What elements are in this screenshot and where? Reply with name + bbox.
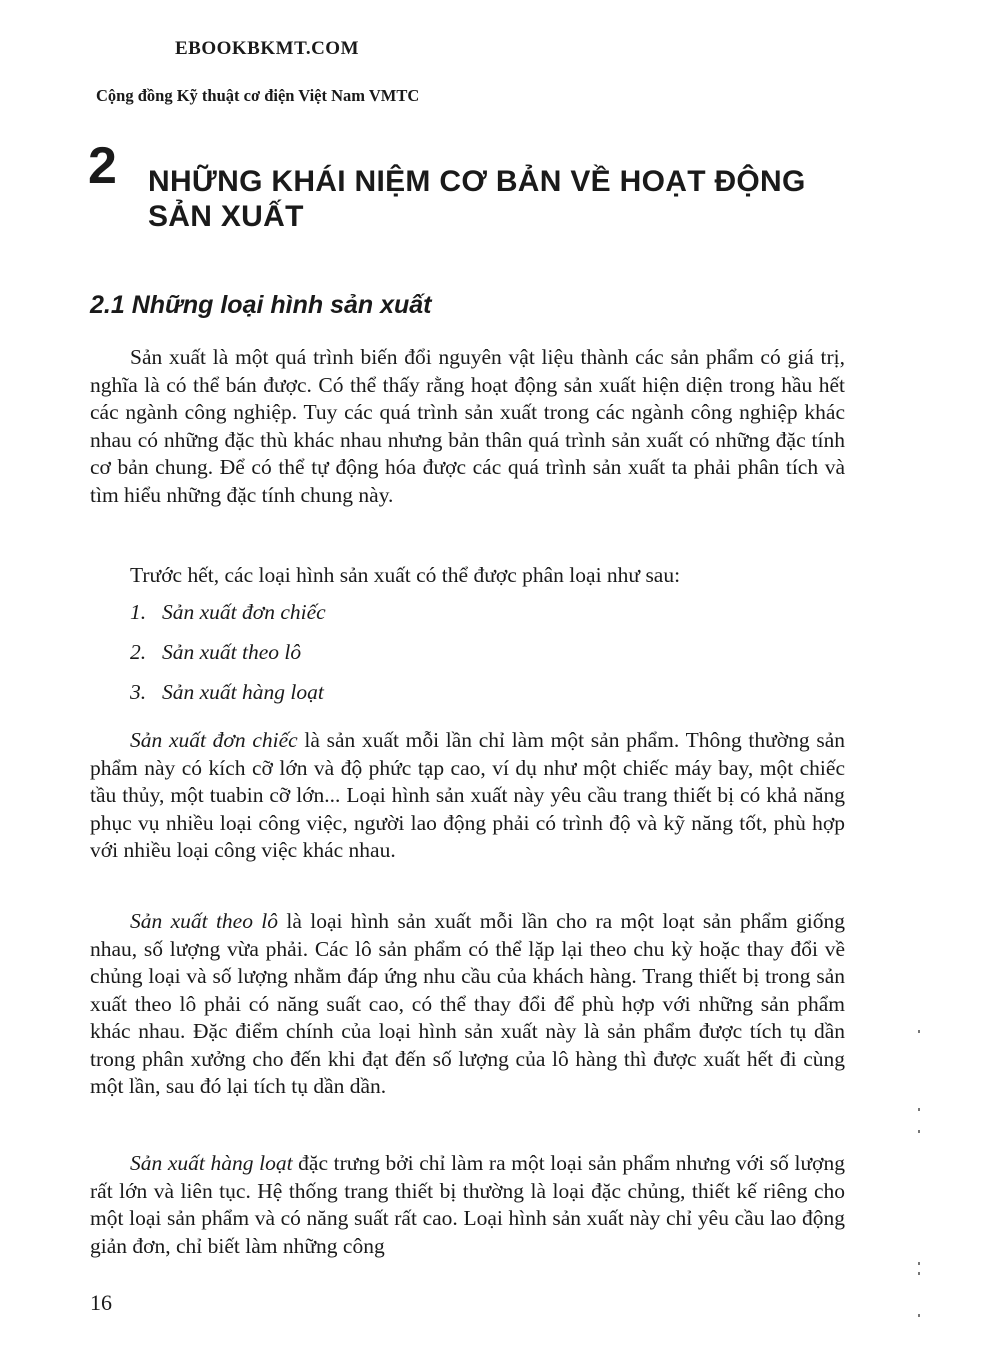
paragraph-single-production [90, 727, 845, 865]
paragraph-intro: Sản xuất là một quá trình biến đổi nguyên vật liệu thành các sản phẩm có giá trị, nghĩa là có thể bán được. Có thể thấy rằng hoạt động sản xuất hiện diện trong hầu hết các ngành công nghiệp. Tuy các quá trình sản xuất trong các ngành công nghiệp khác nhau có những đặc thù khác nhau nhưng bản thân quá trình sản xuất có những đặc tính cơ bản chung. Để có thể tự động hóa được các quá trình sản xuất ta phải phân tích và tìm hiểu những đặc tính chung này. [90, 345, 845, 507]
list-item [130, 636, 326, 676]
list-item-label: Sản xuất đơn chiếc [162, 600, 326, 624]
chapter-title: NHỮNG KHÁI NIỆM CƠ BẢN VỀ HOẠT ĐỘNG SẢN XUẤT [148, 165, 806, 233]
term-single-production: Sản xuất đơn chiếc [130, 728, 298, 752]
community-header: Cộng đồng Kỹ thuật cơ điện Việt Nam VMTC [96, 86, 420, 105]
term-mass-production: Sản xuất hàng loạt [130, 1151, 293, 1175]
paragraph-mass-production [90, 1150, 845, 1260]
list-item-number: 3. [130, 680, 147, 704]
production-type-list [130, 596, 326, 716]
paragraph-mass-production-text: đặc trưng bởi chỉ làm ra một loại sản phẩm nhưng với số lượng rất lớn và liên tục. Hệ thống trang thiết bị thường là loại đặc chủng, thiết kế riêng cho một loại sản phẩm và có năng suất rất cao. Loại hình sản xuất này chỉ yêu cầu lao động giản đơn, chỉ biết làm những công [90, 1151, 845, 1258]
scan-mark [918, 1108, 920, 1111]
scan-mark [918, 1030, 920, 1033]
list-item [130, 596, 326, 636]
paragraph-single-production-text: là sản xuất mỗi lần chỉ làm một sản phẩm. Thông thường sản phẩm này có kích cỡ lớn và độ phức tạp cao, ví dụ như một chiếc máy bay, một chiếc tầu thủy, một tuabin cỡ lớn... Loại hình sản xuất này yêu cầu trang thiết bị có khả năng phục vụ nhiều loại công việc, người lao động phải có trình độ và kỹ năng tốt, phù hợp với nhiều loại công việc khác nhau. [90, 728, 846, 862]
scan-mark [918, 1272, 920, 1275]
scan-mark [918, 1130, 920, 1133]
list-item-label: Sản xuất hàng loạt [162, 680, 324, 704]
paragraph-batch-production-text: là loại hình sản xuất mỗi lần cho ra một loạt sản phẩm giống nhau, số lượng vừa phải. Các lô sản phẩm có thể lặp lại theo chu kỳ hoặc thay đổi về chủng loại và số lượng nhằm đáp ứng nhu cầu của khách hàng. Trang thiết bị trong sản xuất theo lô phải có năng suất cao, có thể thay đổi để phù hợp với những sản phẩm khác nhau. Đặc điểm chính của loại hình sản xuất này là sản phẩm được tích tụ dần trong phân xưởng cho đến khi đạt đến số lượng của lô hàng thì được xuất hết đi cùng một lần, sau đó lại tích tụ dần dần. [90, 909, 845, 1098]
page-number: 16 [90, 1290, 112, 1315]
list-item [130, 676, 326, 716]
list-item-number: 1. [130, 600, 147, 624]
scan-mark [918, 1314, 920, 1317]
paragraph-classification: Trước hết, các loại hình sản xuất có thể được phân loại như sau: [130, 563, 681, 587]
paragraph-batch-production [90, 908, 845, 1101]
chapter-number: 2 [88, 137, 117, 195]
section-title: 2.1 Những loại hình sản xuất [90, 291, 432, 319]
site-header: EBOOKBKMT.COM [175, 38, 360, 59]
term-batch-production: Sản xuất theo lô [130, 909, 279, 933]
scan-mark [918, 1262, 920, 1265]
list-item-label: Sản xuất theo lô [162, 640, 302, 664]
list-item-number: 2. [130, 640, 147, 664]
